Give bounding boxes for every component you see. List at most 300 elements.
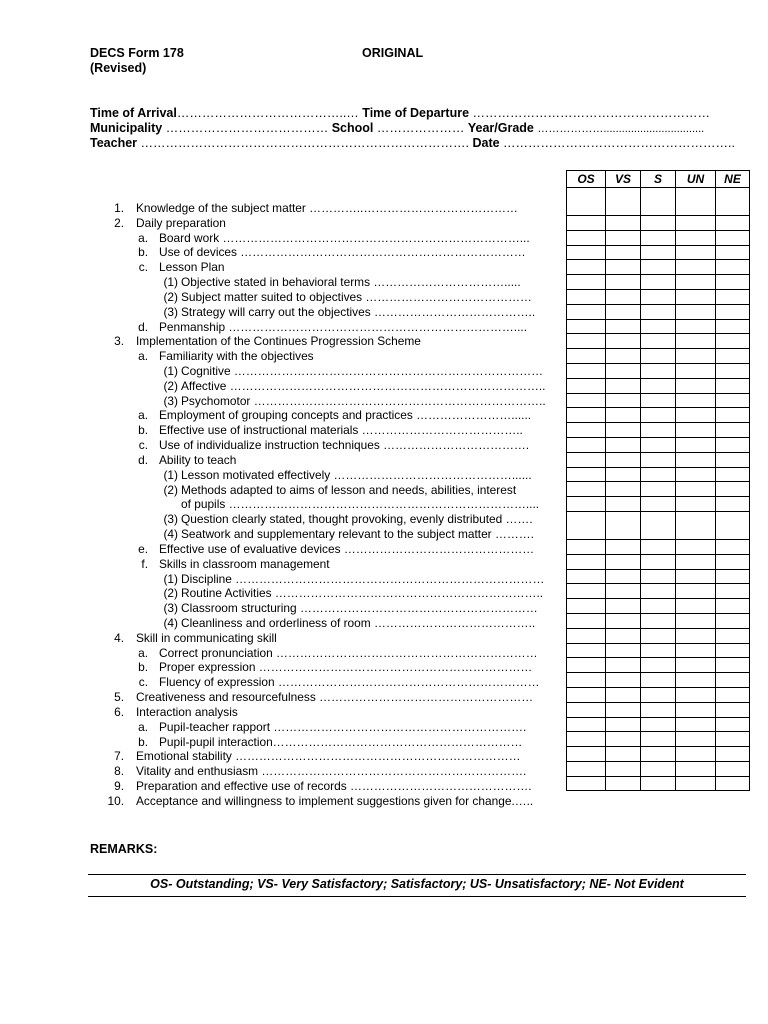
- criterion-text: Classroom structuring ……………………………………………………: [181, 601, 538, 616]
- rating-cell[interactable]: [567, 230, 606, 245]
- rating-cell[interactable]: [567, 732, 606, 747]
- criterion-text: Subject matter suited to objectives ……………………………………: [181, 289, 532, 304]
- criterion-number: (4): [163, 615, 178, 630]
- date-label: Date: [472, 136, 500, 150]
- rating-cell[interactable]: [606, 569, 641, 584]
- rating-column-header: OS: [567, 171, 606, 188]
- rating-cell[interactable]: [716, 584, 750, 599]
- rating-cell[interactable]: [606, 319, 641, 334]
- criterion-number: a.: [138, 349, 148, 364]
- rating-row: [567, 717, 750, 732]
- rating-cell[interactable]: [606, 554, 641, 569]
- rating-cell[interactable]: [641, 334, 676, 349]
- municipality-field[interactable]: …………………………………: [165, 121, 329, 135]
- rating-row: [567, 554, 750, 569]
- criterion-text: Implementation of the Continues Progression Scheme: [136, 334, 421, 349]
- rating-cell[interactable]: [716, 554, 750, 569]
- criterion-text: Cognitive ……………………………………………………………………: [181, 364, 544, 379]
- rating-cell[interactable]: [606, 673, 641, 688]
- rating-cell[interactable]: [606, 289, 641, 304]
- rating-cell[interactable]: [606, 776, 641, 791]
- criterion-text: Penmanship ………………………………………………………………....: [159, 319, 527, 334]
- time-of-departure-label: Time of Departure: [362, 106, 470, 120]
- rating-cell[interactable]: [567, 393, 606, 408]
- rating-cell[interactable]: [676, 584, 716, 599]
- form-original-label: ORIGINAL: [362, 46, 424, 60]
- school-label: School: [331, 121, 374, 135]
- rating-cell[interactable]: [676, 732, 716, 747]
- criterion-number: d.: [138, 319, 148, 334]
- rating-cell[interactable]: [676, 747, 716, 762]
- rating-cell[interactable]: [567, 482, 606, 497]
- rating-cell[interactable]: [676, 188, 716, 216]
- rating-cell[interactable]: [676, 437, 716, 452]
- criterion-number: b.: [138, 660, 148, 675]
- rating-cell[interactable]: [567, 613, 606, 628]
- rating-cell[interactable]: [641, 188, 676, 216]
- rating-cell[interactable]: [676, 539, 716, 554]
- rating-cell[interactable]: [606, 349, 641, 364]
- criterion-number: (1): [163, 275, 178, 290]
- rating-cell[interactable]: [676, 599, 716, 614]
- rating-cell[interactable]: [641, 423, 676, 438]
- criterion-text: Employment of grouping concepts and practices ……………………......: [159, 408, 532, 423]
- rating-cell[interactable]: [716, 482, 750, 497]
- rating-cell[interactable]: [676, 702, 716, 717]
- rating-cell[interactable]: [676, 658, 716, 673]
- rating-cell[interactable]: [567, 216, 606, 231]
- rating-cell[interactable]: [641, 539, 676, 554]
- rating-cell[interactable]: [641, 613, 676, 628]
- criterion-text: Objective stated in behavioral terms …………………………….....: [181, 275, 521, 290]
- rating-cell[interactable]: [641, 511, 676, 539]
- rating-cell[interactable]: [716, 776, 750, 791]
- rating-cell[interactable]: [567, 687, 606, 702]
- rating-row: [567, 378, 750, 393]
- rating-cell[interactable]: [567, 452, 606, 467]
- rating-cell[interactable]: [641, 628, 676, 643]
- rating-cell[interactable]: [567, 643, 606, 658]
- criterion-text: Correct pronunciation …………………………………………………………: [159, 645, 538, 660]
- rating-cell[interactable]: [641, 643, 676, 658]
- rating-row: [567, 216, 750, 231]
- rating-cell[interactable]: [567, 599, 606, 614]
- rating-cell[interactable]: [716, 260, 750, 275]
- rating-cell[interactable]: [676, 452, 716, 467]
- rating-cell[interactable]: [606, 539, 641, 554]
- rating-cell[interactable]: [676, 423, 716, 438]
- rating-cell[interactable]: [567, 776, 606, 791]
- criterion-number: (1): [163, 571, 178, 586]
- criterion-text: Pupil-pupil interaction………………………………………………………: [159, 734, 523, 749]
- rating-cell[interactable]: [567, 554, 606, 569]
- criterion-number: c.: [138, 438, 148, 453]
- rating-cell[interactable]: [641, 452, 676, 467]
- rating-cell[interactable]: [676, 216, 716, 231]
- date-field[interactable]: ………………………………………………..: [503, 136, 735, 150]
- rating-cell[interactable]: [641, 216, 676, 231]
- criterion-text: Lesson motivated effectively ………………………………………......: [181, 467, 532, 482]
- rating-cell[interactable]: [641, 349, 676, 364]
- criterion-text: Routine Activities …………………………………………………………..: [181, 586, 544, 601]
- criterion-text: Creativeness and resourcefulness ………………………………………………: [136, 690, 534, 705]
- rating-cell[interactable]: [716, 599, 750, 614]
- rating-cell[interactable]: [716, 539, 750, 554]
- rating-cell[interactable]: [567, 334, 606, 349]
- info-line-arrival: [90, 106, 710, 120]
- form-number: DECS Form 178: [90, 46, 184, 60]
- rating-row: [567, 776, 750, 791]
- rating-cell[interactable]: [567, 673, 606, 688]
- info-line-municipality: [90, 121, 704, 135]
- rating-cell[interactable]: [641, 393, 676, 408]
- rating-cell[interactable]: [716, 334, 750, 349]
- rating-cell[interactable]: [606, 304, 641, 319]
- rating-cell[interactable]: [567, 658, 606, 673]
- criterion-number: 9.: [114, 778, 124, 793]
- rating-cell[interactable]: [676, 776, 716, 791]
- rating-cell[interactable]: [676, 569, 716, 584]
- rating-cell[interactable]: [716, 289, 750, 304]
- rating-cell[interactable]: [606, 687, 641, 702]
- rating-column-header: VS: [606, 171, 641, 188]
- rating-cell[interactable]: [567, 349, 606, 364]
- rating-cell[interactable]: [676, 260, 716, 275]
- rating-cell[interactable]: [641, 717, 676, 732]
- rating-row: [567, 613, 750, 628]
- rating-cell[interactable]: [567, 363, 606, 378]
- rating-cell[interactable]: [567, 747, 606, 762]
- criterion-number: b.: [138, 734, 148, 749]
- criterion-text: Effective use of instructional materials …………………………………..: [159, 423, 523, 438]
- rating-row: [567, 628, 750, 643]
- rating-cell[interactable]: [606, 452, 641, 467]
- rating-cell[interactable]: [676, 673, 716, 688]
- rating-cell[interactable]: [606, 334, 641, 349]
- rating-cell[interactable]: [641, 732, 676, 747]
- rating-row: [567, 289, 750, 304]
- time-of-departure-field[interactable]: …………………………………………………: [472, 106, 711, 120]
- rating-cell[interactable]: [641, 776, 676, 791]
- criterion-number: e.: [138, 541, 148, 556]
- rating-cell[interactable]: [641, 599, 676, 614]
- rating-cell[interactable]: [676, 497, 716, 512]
- rating-cell[interactable]: [641, 260, 676, 275]
- legend-top-rule: [88, 874, 746, 875]
- rating-column-header: NE: [716, 171, 750, 188]
- rating-cell[interactable]: [567, 467, 606, 482]
- rating-cell[interactable]: [676, 643, 716, 658]
- rating-cell[interactable]: [641, 673, 676, 688]
- rating-cell[interactable]: [641, 275, 676, 290]
- criterion-text: Effective use of evaluative devices …………………………………………: [159, 541, 535, 556]
- rating-cell[interactable]: [567, 289, 606, 304]
- rating-cell[interactable]: [567, 319, 606, 334]
- rating-cell[interactable]: [716, 673, 750, 688]
- rating-cell[interactable]: [606, 230, 641, 245]
- rating-cell[interactable]: [641, 702, 676, 717]
- rating-cell[interactable]: [606, 393, 641, 408]
- rating-row: [567, 702, 750, 717]
- rating-row: [567, 423, 750, 438]
- rating-cell[interactable]: [606, 408, 641, 423]
- year-grade-field[interactable]: ……………….................................: [537, 123, 705, 135]
- criterion-text: Knowledge of the subject matter …………..…………………………………: [136, 201, 518, 215]
- rating-row: [567, 497, 750, 512]
- rating-cell[interactable]: [716, 717, 750, 732]
- rating-cell[interactable]: [676, 319, 716, 334]
- rating-cell[interactable]: [716, 702, 750, 717]
- rating-cell[interactable]: [716, 230, 750, 245]
- criterion-number: a.: [138, 230, 148, 245]
- rating-cell[interactable]: [567, 408, 606, 423]
- rating-cell[interactable]: [641, 482, 676, 497]
- criterion-number: 6.: [114, 704, 124, 719]
- rating-cell[interactable]: [567, 304, 606, 319]
- rating-cell[interactable]: [606, 437, 641, 452]
- rating-cell[interactable]: [567, 569, 606, 584]
- rating-cell[interactable]: [567, 717, 606, 732]
- rating-cell[interactable]: [567, 702, 606, 717]
- year-grade-label: Year/Grade: [467, 121, 534, 135]
- rating-cell[interactable]: [716, 188, 750, 216]
- rating-cell[interactable]: [716, 467, 750, 482]
- rating-cell[interactable]: [676, 761, 716, 776]
- rating-cell[interactable]: [716, 569, 750, 584]
- rating-cell[interactable]: [676, 628, 716, 643]
- rating-cell[interactable]: [676, 349, 716, 364]
- school-field[interactable]: …………………: [376, 121, 465, 135]
- rating-cell[interactable]: [567, 188, 606, 216]
- rating-cell[interactable]: [676, 363, 716, 378]
- rating-cell[interactable]: [641, 554, 676, 569]
- rating-row: [567, 275, 750, 290]
- rating-cell[interactable]: [716, 304, 750, 319]
- criterion-number: (3): [163, 393, 178, 408]
- rating-cell[interactable]: [641, 497, 676, 512]
- rating-cell[interactable]: [567, 497, 606, 512]
- rating-cell[interactable]: [716, 613, 750, 628]
- rating-cell[interactable]: [641, 304, 676, 319]
- rating-cell[interactable]: [641, 467, 676, 482]
- rating-cell[interactable]: [676, 613, 716, 628]
- criterion-text: Question clearly stated, thought provoking, evenly distributed …….: [181, 512, 533, 527]
- rating-cell[interactable]: [567, 761, 606, 776]
- rating-cell[interactable]: [716, 437, 750, 452]
- rating-cell[interactable]: [606, 747, 641, 762]
- criterion-text: Cleanliness and orderliness of room …………………………………..: [181, 615, 536, 630]
- teacher-field[interactable]: …………………………………………………………………….: [140, 136, 469, 150]
- rating-cell[interactable]: [716, 643, 750, 658]
- rating-cell[interactable]: [567, 584, 606, 599]
- rating-row: [567, 393, 750, 408]
- rating-cell[interactable]: [567, 539, 606, 554]
- rating-row: [567, 349, 750, 364]
- criterion-number: (1): [163, 364, 178, 379]
- rating-cell[interactable]: [716, 452, 750, 467]
- rating-row: [567, 747, 750, 762]
- rating-cell[interactable]: [641, 245, 676, 260]
- rating-cell[interactable]: [641, 437, 676, 452]
- rating-cell[interactable]: [676, 245, 716, 260]
- time-of-arrival-field[interactable]: …………………………………..…: [176, 106, 359, 120]
- rating-cell[interactable]: [676, 289, 716, 304]
- rating-cell[interactable]: [716, 628, 750, 643]
- rating-cell[interactable]: [716, 216, 750, 231]
- rating-row: [567, 452, 750, 467]
- criterion-number: 5.: [114, 690, 124, 705]
- rating-cell[interactable]: [716, 747, 750, 762]
- criterion-number: (3): [163, 601, 178, 616]
- rating-cell[interactable]: [567, 260, 606, 275]
- rating-cell[interactable]: [716, 497, 750, 512]
- rating-cell[interactable]: [716, 319, 750, 334]
- rating-cell[interactable]: [641, 363, 676, 378]
- rating-cell[interactable]: [676, 687, 716, 702]
- rating-cell[interactable]: [606, 363, 641, 378]
- rating-cell[interactable]: [567, 437, 606, 452]
- rating-cell[interactable]: [716, 732, 750, 747]
- rating-cell[interactable]: [716, 687, 750, 702]
- rating-cell[interactable]: [716, 761, 750, 776]
- rating-cell[interactable]: [676, 717, 716, 732]
- criterion-text: Skills in classroom management: [159, 556, 330, 571]
- rating-cell[interactable]: [606, 482, 641, 497]
- rating-cell[interactable]: [716, 393, 750, 408]
- rating-cell[interactable]: [641, 230, 676, 245]
- criterion-text: Proper expression ……………………………………………………………: [159, 660, 533, 675]
- criterion-number: d.: [138, 452, 148, 467]
- rating-cell[interactable]: [676, 230, 716, 245]
- rating-cell[interactable]: [567, 511, 606, 539]
- rating-cell[interactable]: [606, 599, 641, 614]
- form-revised: (Revised): [90, 61, 147, 75]
- teacher-label: Teacher: [90, 136, 138, 150]
- rating-row: [567, 482, 750, 497]
- rating-cell[interactable]: [716, 658, 750, 673]
- rating-cell[interactable]: [567, 275, 606, 290]
- criterion-number: a.: [138, 645, 148, 660]
- rating-row: [567, 732, 750, 747]
- rating-cell[interactable]: [606, 584, 641, 599]
- criterion-number: 2.: [114, 215, 124, 230]
- rating-cell[interactable]: [606, 628, 641, 643]
- rating-cell[interactable]: [606, 216, 641, 231]
- legend-bottom-rule: [88, 896, 746, 897]
- rating-cell[interactable]: [641, 289, 676, 304]
- criterion-text: of pupils …………………………………………………………………....: [181, 497, 540, 512]
- rating-cell[interactable]: [567, 423, 606, 438]
- criterion-text: Use of devices ………………………………………………………………: [159, 245, 526, 260]
- rating-cell[interactable]: [606, 260, 641, 275]
- criterion-number: 7.: [114, 749, 124, 764]
- rating-cell[interactable]: [676, 304, 716, 319]
- rating-cell[interactable]: [606, 467, 641, 482]
- rating-cell[interactable]: [676, 467, 716, 482]
- rating-cell[interactable]: [676, 334, 716, 349]
- rating-row: [567, 467, 750, 482]
- rating-cell[interactable]: [716, 245, 750, 260]
- rating-cell[interactable]: [606, 378, 641, 393]
- criterion-number: (2): [163, 289, 178, 304]
- rating-cell[interactable]: [606, 732, 641, 747]
- rating-cell[interactable]: [641, 658, 676, 673]
- criterion-number: 4.: [114, 630, 124, 645]
- rating-cell[interactable]: [567, 378, 606, 393]
- rating-cell[interactable]: [716, 275, 750, 290]
- rating-cell[interactable]: [606, 702, 641, 717]
- criterion-number: 10.: [107, 793, 124, 808]
- criterion-number: 3.: [114, 334, 124, 349]
- rating-cell[interactable]: [567, 628, 606, 643]
- rating-cell[interactable]: [716, 408, 750, 423]
- rating-cell[interactable]: [606, 423, 641, 438]
- criterion-number: 8.: [114, 764, 124, 779]
- rating-cell[interactable]: [676, 275, 716, 290]
- rating-cell[interactable]: [676, 482, 716, 497]
- rating-cell[interactable]: [641, 378, 676, 393]
- rating-row: [567, 569, 750, 584]
- rating-cell[interactable]: [641, 408, 676, 423]
- rating-row: [567, 437, 750, 452]
- rating-cell[interactable]: [716, 349, 750, 364]
- rating-cell[interactable]: [641, 584, 676, 599]
- rating-cell[interactable]: [606, 275, 641, 290]
- criterion-text: Daily preparation: [136, 215, 226, 230]
- rating-cell[interactable]: [716, 511, 750, 539]
- rating-cell[interactable]: [676, 408, 716, 423]
- rating-cell[interactable]: [567, 245, 606, 260]
- rating-cell[interactable]: [641, 761, 676, 776]
- criterion-text: Emotional stability ………………………………………………………………: [136, 749, 521, 764]
- remarks-label: REMARKS:: [90, 842, 158, 856]
- criterion-number: (1): [163, 467, 178, 482]
- rating-cell[interactable]: [606, 613, 641, 628]
- criterion-number: b.: [138, 423, 148, 438]
- rating-cell[interactable]: [606, 511, 641, 539]
- criterion-text: Strategy will carry out the objectives …………………………………..: [181, 304, 536, 319]
- rating-cell[interactable]: [606, 188, 641, 216]
- rating-row: [567, 304, 750, 319]
- rating-cell[interactable]: [716, 363, 750, 378]
- rating-cell[interactable]: [676, 511, 716, 539]
- criterion-number: 1.: [114, 201, 124, 215]
- criterion-number: (3): [163, 512, 178, 527]
- rating-cell[interactable]: [641, 687, 676, 702]
- rating-row: [567, 408, 750, 423]
- rating-cell[interactable]: [716, 423, 750, 438]
- rating-row: [567, 245, 750, 260]
- criterion-text: Psychomotor ………………………………………………………………..: [181, 393, 546, 408]
- rating-cell[interactable]: [676, 554, 716, 569]
- info-line-teacher: [90, 136, 735, 150]
- criterion-number: c.: [138, 675, 148, 690]
- rating-cell[interactable]: [641, 747, 676, 762]
- rating-row: [567, 673, 750, 688]
- rating-cell[interactable]: [606, 717, 641, 732]
- criterion-text: Methods adapted to aims of lesson and needs, abilities, interest: [181, 482, 517, 497]
- rating-cell[interactable]: [676, 378, 716, 393]
- rating-cell[interactable]: [641, 569, 676, 584]
- rating-cell[interactable]: [716, 378, 750, 393]
- rating-cell[interactable]: [606, 643, 641, 658]
- rating-cell[interactable]: [606, 761, 641, 776]
- rating-cell[interactable]: [606, 245, 641, 260]
- rating-cell[interactable]: [641, 319, 676, 334]
- rating-cell[interactable]: [606, 497, 641, 512]
- rating-cell[interactable]: [676, 393, 716, 408]
- rating-cell[interactable]: [606, 658, 641, 673]
